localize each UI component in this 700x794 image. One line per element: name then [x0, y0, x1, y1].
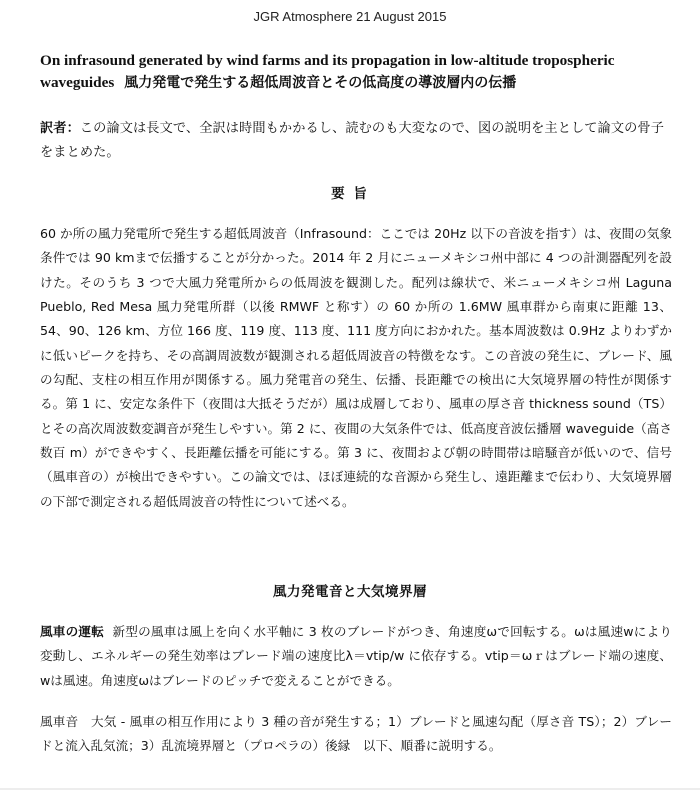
section-heading: 風力発電音と大気境界層: [273, 584, 427, 600]
translator-note: [40, 117, 672, 165]
paragraph-text: 新型の風車は風上を向く水平軸に 3 枚のブレードがつき、角速度ωで回転する。ωは風速wにより変動し、エネルギーの発生効率はブレード端の速度比λ＝vtip/w に依存する。vtip＝ωｒはブレード端の速度、wは風速。角速度ωはブレードのピッチで変えることができる。: [40, 624, 673, 688]
translator-text: この論文は長文で、全訳は時間もかかるし、読むのも大変なので、図の説明を主として論文の骨子をまとめた。: [40, 121, 664, 160]
page-bottom-divider: [0, 788, 700, 790]
paper-title: [40, 50, 668, 94]
abstract-body: 60 か所の風力発電所で発生する超低周波音（Infrasound：ここでは 20Hz 以下の音波を指す）は、夜間の気象条件では 90 kmまで伝播することが分かった。2014 年 2 月にニューメキシコ州中部に 4 つの計測器配列を設けた。そのうち 3 つで大風力発電所からの低周波を観測した。配列は線状で、米ニューメキシコ州 Laguna Pueblo, Red Mesa 風力発電所群（以後 RMWF と称す）の 60 か所の 1.6MW 風車群から南東に距離 13、54、90、126 km、方位 166 度、119 度、113 度、111 度方向におかれた。基本周波数は 0.9Hz よりわずかに低いピークを持ち、その高調周波数が観測される超低周波音の特徴をなす。この音波の発生に、ブレード、風の勾配、支柱の相互作用が関係する。風力発電音の発生、伝播、長距離での検出に大気境界層の特性が関係する。第 1 に、安定な条件下（夜間は大抵そうだが）風は成層しており、風車の厚さ音 thickness sound（TS）とその高次周波数変調音が発生しやすい。第 2 に、夜間の大気条件では、低高度音波伝播層 waveguide（高さ数百 m）ができやすく、長距離伝播を可能にする。第 3 に、夜間および朝の時間帯は暗騒音が低いので、信号（風車音の）が検出できやすい。この論文では、ほぼ連続的な音源から発生し、遠距離まで伝わり、大気境界層の下部で測定される超低周波音の特性について述べる。: [40, 226, 672, 509]
title-japanese: 風力発電で発生する超低周波音とその低高度の導波層内の伝播: [124, 75, 517, 91]
paragraph-label: 風車の運転: [40, 624, 105, 639]
paragraph-wind-turbine-sound: 風車音 大気 - 風車の相互作用により 3 種の音が発生する；1）ブレードと風速勾配（厚さ音 TS）；2）ブレードと流入乱気流；3）乱流境界層と（プロペラの）後縁 以下、順番に説明する。: [40, 714, 672, 754]
journal-header: JGR Atmosphere 21 August 2015: [253, 9, 447, 24]
abstract-heading: 要 旨: [331, 186, 369, 202]
title-english: On infrasound generated by wind farms and its propagation in low-altitude tropospheric waveguides: [40, 52, 615, 91]
translator-label: 訳者：: [40, 121, 80, 136]
paragraph-wind-turbine-operation: [40, 620, 672, 693]
